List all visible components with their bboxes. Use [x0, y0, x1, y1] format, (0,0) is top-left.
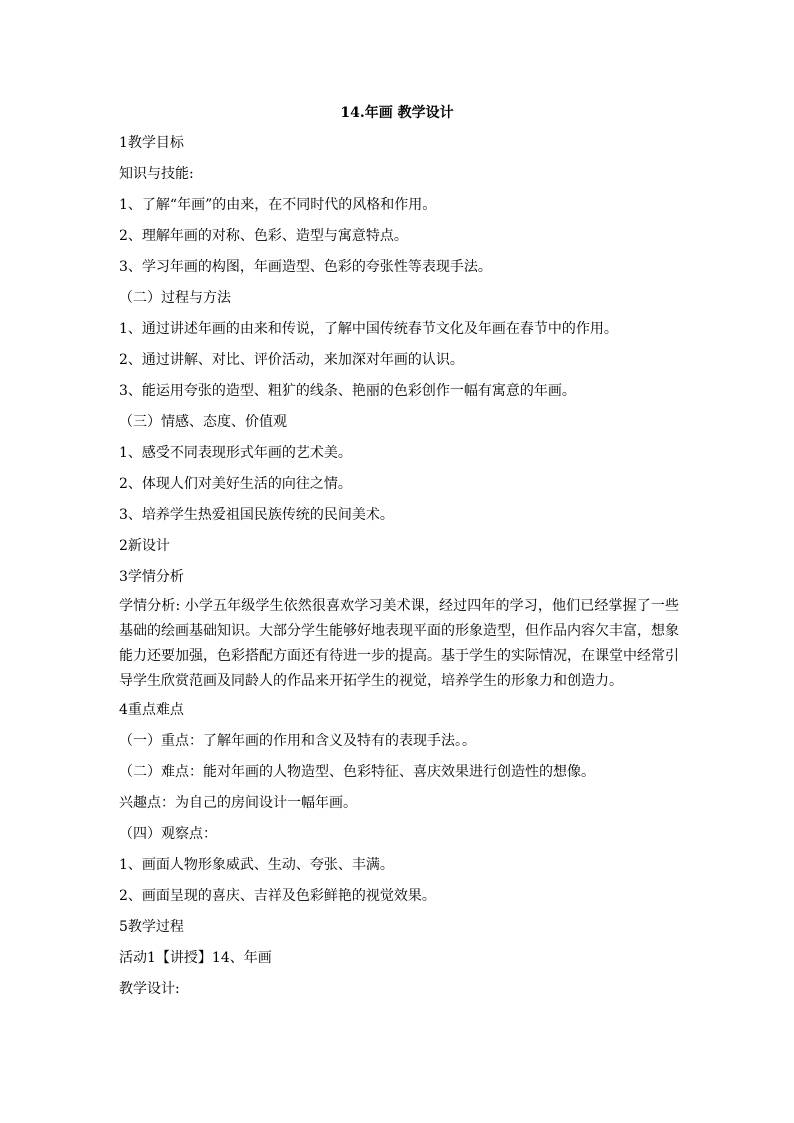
subheading-emotion-attitude: （三）情感、态度、价值观 — [119, 414, 287, 430]
heading-student-analysis: 3学情分析 — [119, 569, 184, 585]
list-item: 2、理解年画的对称、色彩、造型与寓意特点。 — [119, 228, 408, 244]
activity-line: 活动1【讲授】14、年画 — [119, 950, 272, 966]
list-item: 3、能运用夸张的造型、粗犷的线条、艳丽的色彩创作一幅有寓意的年画。 — [119, 383, 576, 399]
heading-key-difficult-points: 4重点难点 — [119, 702, 184, 718]
list-item: （四）观察点： — [119, 826, 217, 842]
list-item: 3、培养学生热爱祖国民族传统的民间美术。 — [119, 507, 394, 523]
list-item: 1、感受不同表现形式年画的艺术美。 — [119, 445, 352, 461]
list-item: （一）重点：了解年画的作用和含义及特有的表现手法。。 — [119, 733, 476, 749]
top-lines — [119, 133, 679, 587]
student-analysis-paragraph: 学情分析: 小学五年级学生依然很喜欢学习美术课，经过四年的学习，他们已经掌握了一些基础的绘画基础知识。大部分学生能够好地表现平面的形象造型，但作品内容欠丰富，想象能力还要加强，色彩搭配方面还有待进一步的提高。基于学生的实际情况，在课堂中经常引导学生欣赏范画及同龄人的作品来开拓学生的视觉，培养学生的形象力和创造力。 — [119, 598, 679, 689]
heading-teaching-goals: 1教学目标 — [119, 135, 184, 151]
list-item: 兴趣点：为自己的房间设计一幅年画。 — [119, 795, 357, 811]
subheading-knowledge-skills: 知识与技能: — [119, 166, 194, 182]
document-body — [119, 133, 679, 1010]
heading-new-design: 2新设计 — [119, 538, 170, 554]
list-item: 2、通过讲解、对比、评价活动，来加深对年画的认识。 — [119, 352, 464, 368]
subheading-process-method: （二）过程与方法 — [119, 290, 231, 306]
list-item: 1、了解“年画”的由来，在不同时代的风格和作用。 — [119, 197, 437, 213]
list-item: （二）难点：能对年画的人物造型、色彩特征、喜庆效果进行创造性的想像。 — [119, 764, 595, 780]
teaching-design-label: 教学设计: — [119, 981, 180, 997]
heading-teaching-process: 5教学过程 — [119, 919, 184, 935]
list-item: 3、学习年画的构图，年画造型、色彩的夸张性等表现手法。 — [119, 259, 492, 275]
list-item: 2、体现人们对美好生活的向往之情。 — [119, 476, 352, 492]
list-item: 2、画面呈现的喜庆、吉祥及色彩鲜艳的视觉效果。 — [119, 888, 436, 904]
list-item: 1、通过讲述年画的由来和传说，了解中国传统春节文化及年画在春节中的作用。 — [119, 321, 618, 337]
list-item: 1、画面人物形象威武、生动、夸张、丰满。 — [119, 857, 394, 873]
bottom-lines — [119, 700, 679, 999]
document-title: 14.年画 教学设计 — [340, 105, 454, 121]
